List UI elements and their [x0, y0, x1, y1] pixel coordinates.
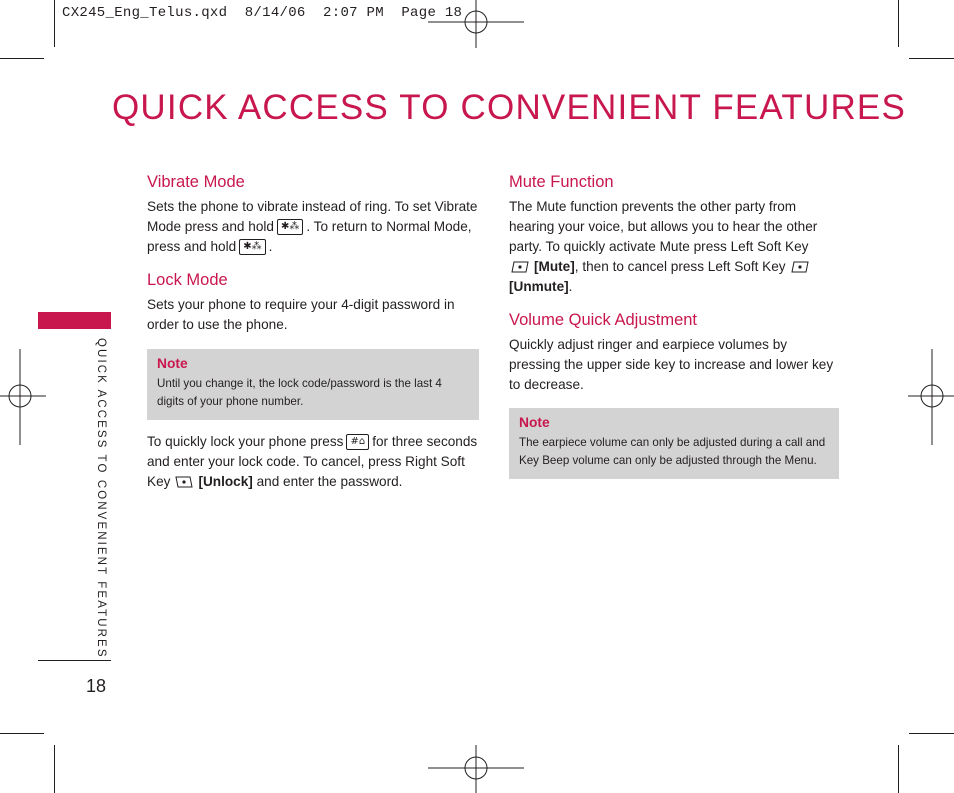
side-chapter-label: QUICK ACCESS TO CONVENIENT FEATURES [95, 338, 107, 659]
page-title: QUICK ACCESS TO CONVENIENT FEATURES [112, 88, 907, 127]
mute-function-heading: Mute Function [509, 173, 614, 191]
registration-mark-left [0, 349, 46, 445]
mute-text-part2: , then to cancel press Left Soft Key [574, 259, 786, 274]
note-title: Note [519, 415, 550, 430]
right-soft-key-icon [173, 474, 195, 490]
quick-lock-text [147, 432, 479, 492]
vibrate-text-part2: . To return to Normal Mode, press and hold [147, 219, 472, 254]
quick-lock-part2: for three seconds and enter your lock code. To cancel, press Right Soft Key [147, 434, 478, 489]
unlock-label: [Unlock] [198, 474, 253, 489]
volume-adjustment-heading: Volume Quick Adjustment [509, 311, 698, 329]
note-title: Note [157, 356, 188, 371]
print-slug: CX245_Eng_Telus.qxd 8/14/06 2:07 PM Page 18 [62, 5, 463, 21]
volume-adjustment-text: Quickly adjust ringer and earpiece volumes by pressing the upper side key to increase and lower key to decrease. [509, 337, 834, 392]
note-text: The earpiece volume can only be adjusted during a call and Key Beep volume can only be adjusted through the Menu. [519, 436, 826, 467]
crop-mark-top-left-h [0, 58, 44, 59]
star-key-icon: ✱⁂ [239, 239, 265, 255]
left-soft-key-icon [789, 259, 811, 275]
side-tab-marker [38, 312, 111, 329]
volume-note-box [509, 408, 839, 479]
left-soft-key-icon [509, 259, 531, 275]
mute-text-part3: . [568, 279, 573, 294]
lock-mode-text: Sets your phone to require your 4-digit password in order to use the phone. [147, 297, 455, 332]
side-rule [38, 660, 111, 661]
crop-mark-bottom-right-v [898, 745, 899, 793]
mute-text-part1: The Mute function prevents the other party from hearing your voice, but allows you to hear the other party. To quickly activate Mute press Left Soft Key [509, 199, 818, 254]
registration-mark-top [428, 0, 524, 48]
star-key-icon: ✱⁂ [277, 219, 303, 235]
pound-key-icon: #⌂ [346, 434, 369, 450]
right-column [509, 171, 839, 479]
vibrate-text-part3: . [268, 239, 273, 254]
registration-mark-bottom [428, 745, 524, 793]
unmute-label: [Unmute] [509, 279, 569, 294]
note-text: Until you change it, the lock code/password is the last 4 digits of your phone number. [157, 377, 442, 408]
crop-mark-top-right-h [909, 58, 954, 59]
vibrate-text-part1: Sets the phone to vibrate instead of ring. To set Vibrate Mode press and hold [147, 199, 478, 234]
crop-mark-top-right-v [898, 0, 899, 47]
mute-label: [Mute] [534, 259, 575, 274]
quick-lock-part3: and enter the password. [256, 474, 403, 489]
page-number: 18 [86, 676, 107, 696]
vibrate-mode-text [147, 197, 479, 257]
registration-mark-right [908, 349, 954, 445]
crop-mark-bottom-left-v [54, 745, 55, 793]
left-column [147, 171, 479, 492]
quick-lock-part1: To quickly lock your phone press [147, 434, 344, 449]
vibrate-mode-heading: Vibrate Mode [147, 173, 245, 191]
crop-mark-bottom-left-h [0, 733, 44, 734]
crop-mark-bottom-right-h [909, 733, 954, 734]
crop-mark-top-left-v [54, 0, 55, 47]
lock-mode-heading: Lock Mode [147, 271, 228, 289]
mute-function-text [509, 197, 839, 297]
lock-note-box [147, 349, 479, 420]
